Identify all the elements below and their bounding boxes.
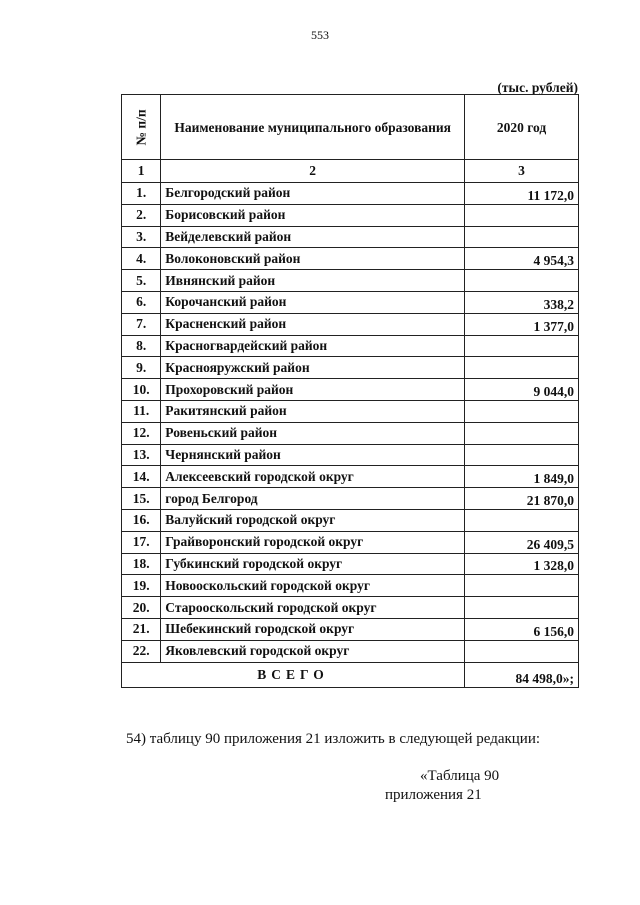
table-row — [122, 488, 579, 510]
budget-table — [121, 94, 579, 688]
row-name: Вейделевский район — [161, 226, 465, 248]
header-number-label: № п/п — [133, 108, 149, 146]
table-row — [122, 248, 579, 270]
row-name: Чернянский район — [161, 444, 465, 466]
row-number: 4. — [122, 248, 161, 270]
row-number: 6. — [122, 291, 161, 313]
row-number: 8. — [122, 335, 161, 357]
row-number: 22. — [122, 640, 161, 662]
row-value — [465, 597, 579, 619]
table-row — [122, 618, 579, 640]
table-row — [122, 291, 579, 313]
row-value — [465, 357, 579, 379]
row-name: Ровеньский район — [161, 422, 465, 444]
row-value: 1 377,0 — [465, 313, 579, 335]
table-row — [122, 466, 579, 488]
table-row — [122, 422, 579, 444]
row-value: 21 870,0 — [465, 488, 579, 510]
table-row — [122, 379, 579, 401]
row-value: 1 328,0 — [465, 553, 579, 575]
row-name: Краснояружский район — [161, 357, 465, 379]
row-name: Грайворонский городской округ — [161, 531, 465, 553]
table-header-row — [122, 95, 579, 160]
row-number: 17. — [122, 531, 161, 553]
row-number: 7. — [122, 313, 161, 335]
row-number: 12. — [122, 422, 161, 444]
table-row — [122, 640, 579, 662]
caption-line-2: приложения 21 — [385, 787, 482, 803]
row-value — [465, 444, 579, 466]
header-year: 2020 год — [465, 95, 579, 160]
row-name: Борисовский район — [161, 204, 465, 226]
row-number: 2. — [122, 204, 161, 226]
header-number — [122, 95, 161, 160]
row-name: Алексеевский городской округ — [161, 466, 465, 488]
row-number: 19. — [122, 575, 161, 597]
row-name: Губкинский городской округ — [161, 553, 465, 575]
row-value — [465, 204, 579, 226]
table-row — [122, 400, 579, 422]
table-row — [122, 226, 579, 248]
row-value: 26 409,5 — [465, 531, 579, 553]
table-row — [122, 335, 579, 357]
row-name: Яковлевский городской округ — [161, 640, 465, 662]
table-row — [122, 357, 579, 379]
row-number: 21. — [122, 618, 161, 640]
row-value — [465, 422, 579, 444]
table-row — [122, 597, 579, 619]
row-value — [465, 335, 579, 357]
row-number: 5. — [122, 270, 161, 292]
column-index: 1 — [122, 160, 161, 183]
row-name: Шебекинский городской округ — [161, 618, 465, 640]
row-number: 20. — [122, 597, 161, 619]
row-value: 4 954,3 — [465, 248, 579, 270]
row-value — [465, 226, 579, 248]
row-name: Валуйский городской округ — [161, 509, 465, 531]
table-caption — [385, 767, 500, 805]
table-row — [122, 183, 579, 205]
row-name: Ракитянский район — [161, 400, 465, 422]
row-name: Новооскольский городской округ — [161, 575, 465, 597]
table-row — [122, 444, 579, 466]
caption-line-1: «Таблица 90 — [420, 768, 500, 784]
row-value — [465, 400, 579, 422]
row-name: Волоконовский район — [161, 248, 465, 270]
row-name: Ивнянский район — [161, 270, 465, 292]
table-row — [122, 553, 579, 575]
page-number: 553 — [311, 28, 329, 42]
total-label: ВСЕГО — [122, 662, 465, 687]
table-row — [122, 575, 579, 597]
row-name: Корочанский район — [161, 291, 465, 313]
total-value: 84 498,0»; — [465, 662, 579, 687]
row-number: 16. — [122, 509, 161, 531]
row-value: 6 156,0 — [465, 618, 579, 640]
total-row — [122, 662, 579, 687]
amendment-paragraph: 54) таблицу 90 приложения 21 изложить в следующей редакции: — [126, 731, 541, 747]
table-row — [122, 204, 579, 226]
row-value: 9 044,0 — [465, 379, 579, 401]
row-name: Старооскольский городской округ — [161, 597, 465, 619]
units-label: (тыс. рублей) — [497, 80, 578, 95]
row-value: 1 849,0 — [465, 466, 579, 488]
row-name: Белгородский район — [161, 183, 465, 205]
table-row — [122, 531, 579, 553]
table-row — [122, 270, 579, 292]
row-name: Прохоровский район — [161, 379, 465, 401]
row-name: город Белгород — [161, 488, 465, 510]
row-number: 9. — [122, 357, 161, 379]
row-value — [465, 509, 579, 531]
row-number: 13. — [122, 444, 161, 466]
row-number: 10. — [122, 379, 161, 401]
row-value — [465, 270, 579, 292]
column-index: 2 — [161, 160, 465, 183]
row-number: 15. — [122, 488, 161, 510]
row-number: 18. — [122, 553, 161, 575]
column-index-row — [122, 160, 579, 183]
row-number: 11. — [122, 400, 161, 422]
row-value: 338,2 — [465, 291, 579, 313]
row-number: 1. — [122, 183, 161, 205]
row-number: 3. — [122, 226, 161, 248]
row-name: Красногвардейский район — [161, 335, 465, 357]
row-value — [465, 575, 579, 597]
column-index: 3 — [465, 160, 579, 183]
table-row — [122, 509, 579, 531]
row-value: 11 172,0 — [465, 183, 579, 205]
row-value — [465, 640, 579, 662]
row-number: 14. — [122, 466, 161, 488]
table-row — [122, 313, 579, 335]
row-name: Красненский район — [161, 313, 465, 335]
header-name: Наименование муниципального образования — [161, 95, 465, 160]
